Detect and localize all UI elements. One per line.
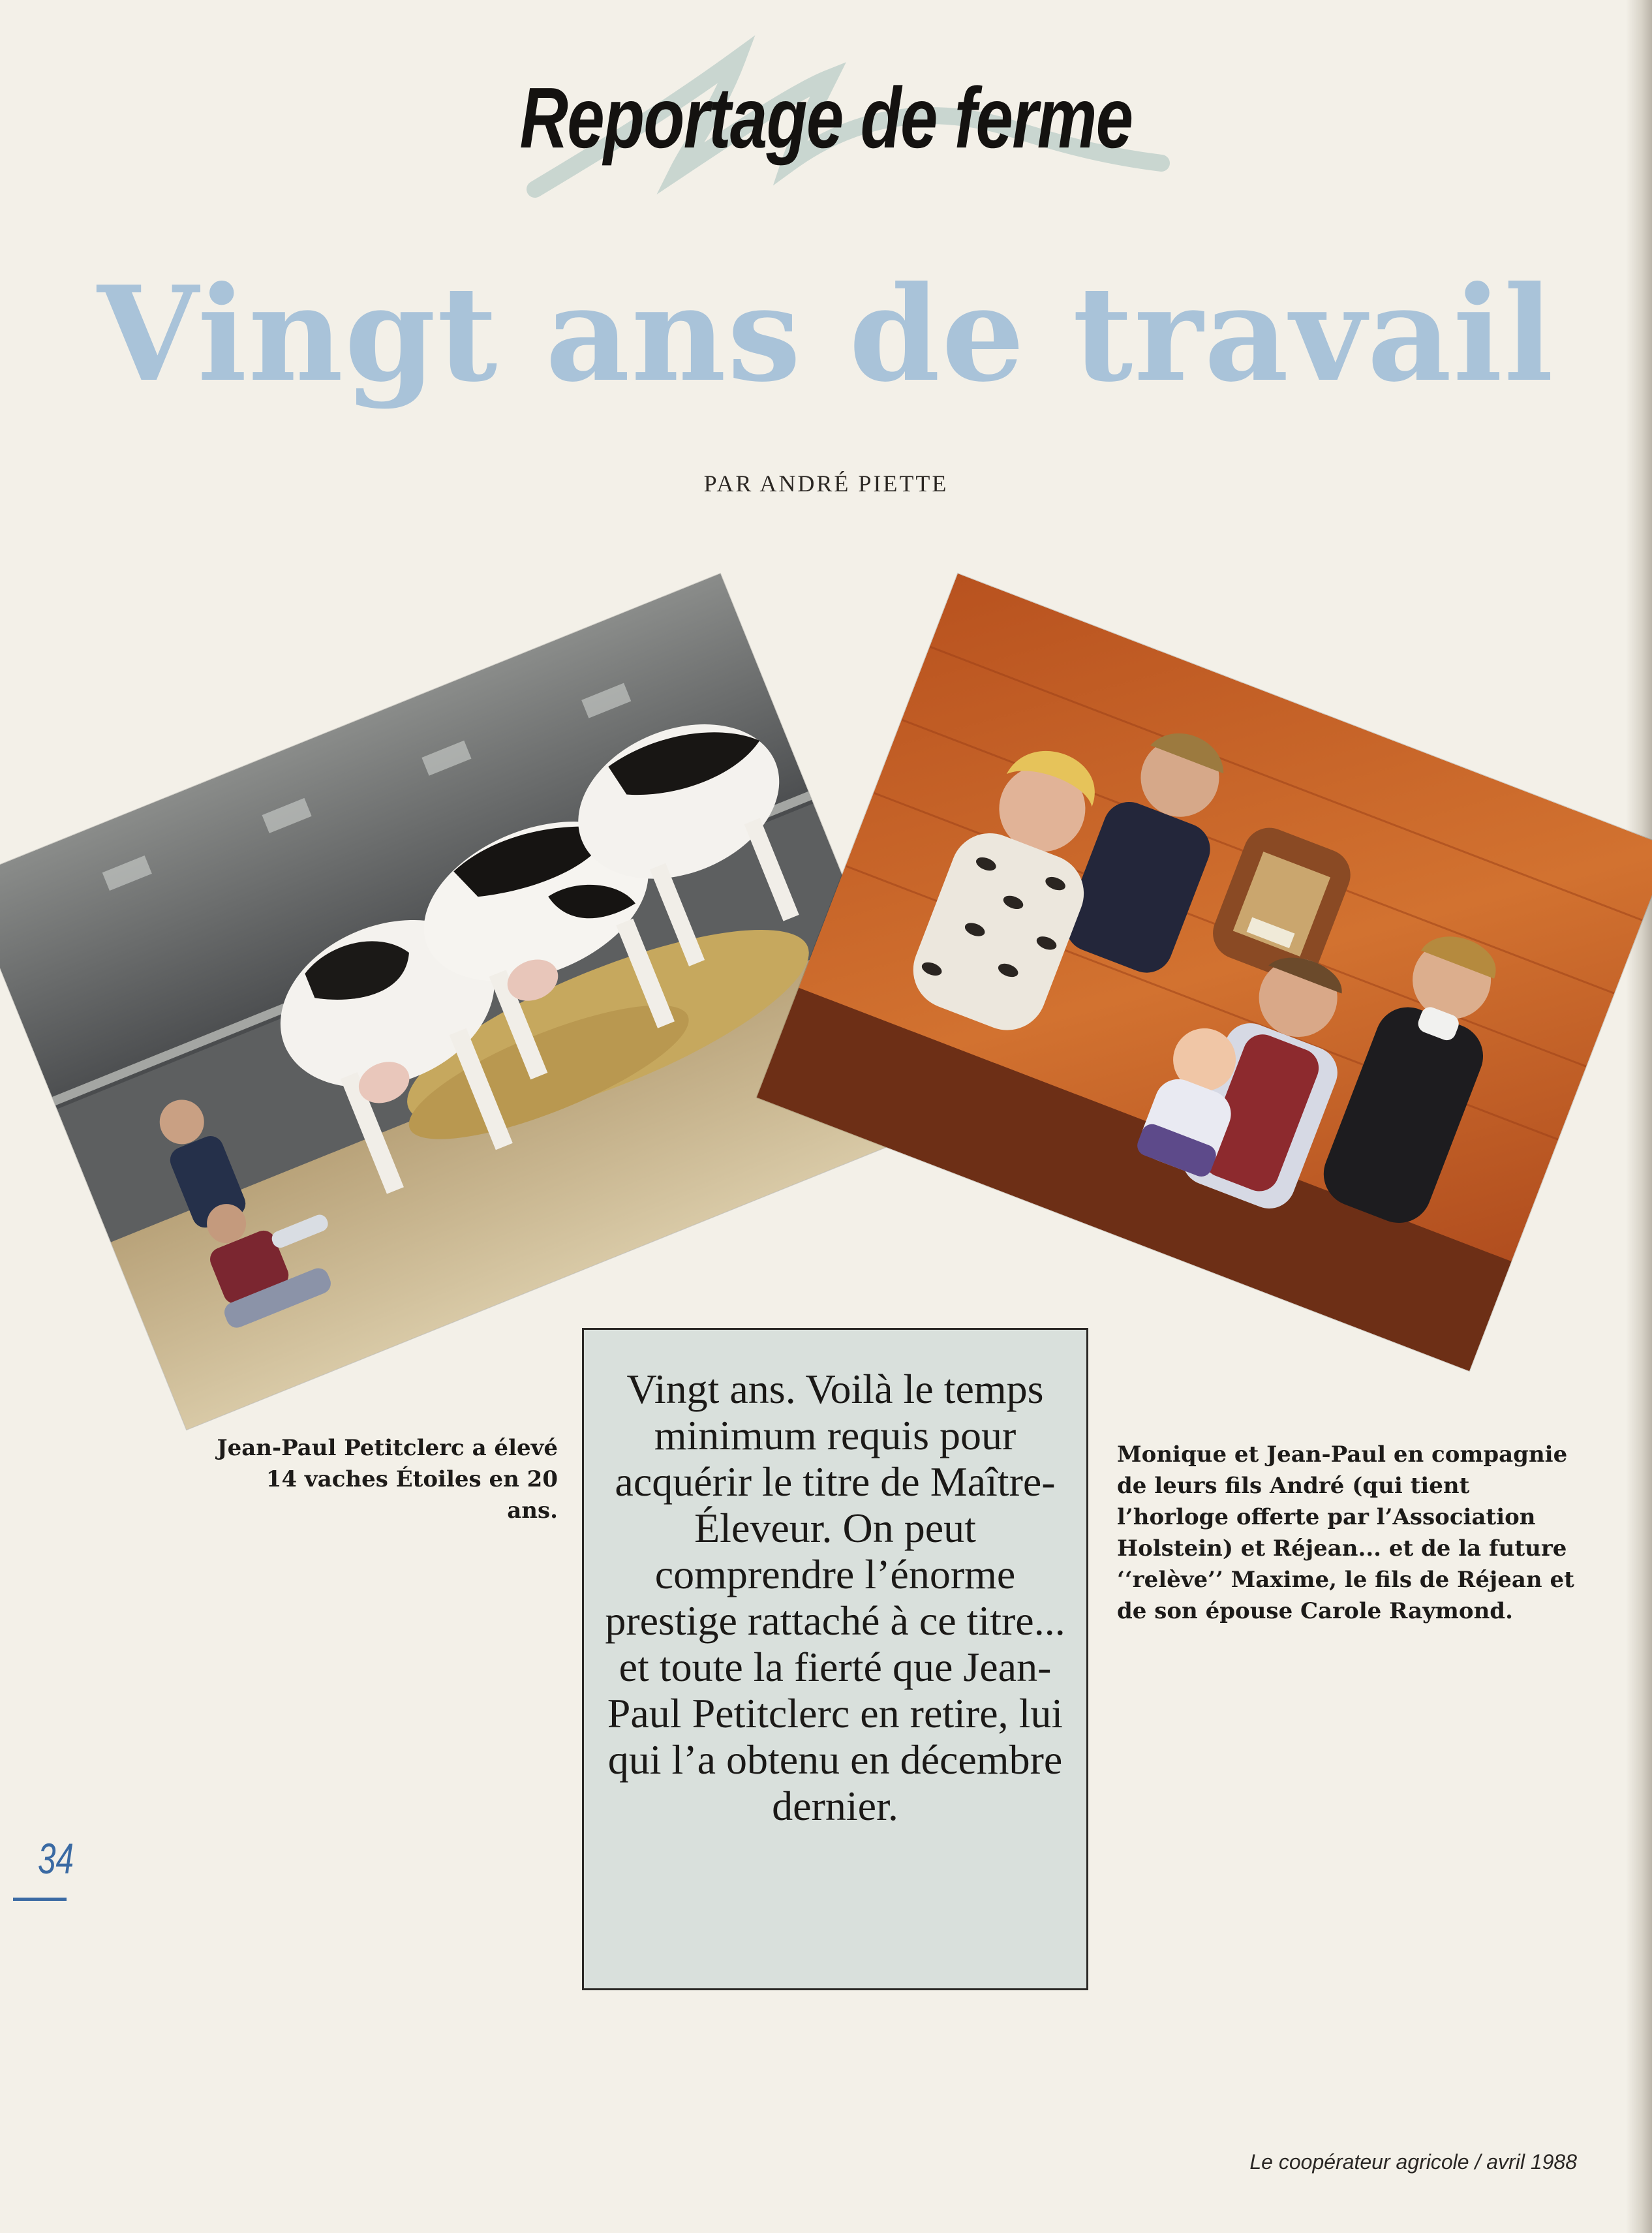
right-photo-caption: Monique et Jean-Paul en compagnie de leurs fils André (qui tient l’horloge offerte par l’Association Holstein) et Réjean... et de la future ‘‘relève’’ Maxime, le fils de Réjean et de son épouse Carole Raymond.: [1117, 1441, 1574, 1624]
page-number-rule: [13, 1898, 67, 1901]
publication-footer: Le coopérateur agricole / avril 1988: [1249, 2150, 1577, 2174]
left-photo-caption: Jean-Paul Petitclerc a élevé 14 vaches Étoiles en 20 ans.: [217, 1435, 558, 1524]
pullquote-text: Vingt ans. Voilà le temps minimum requis pour acquérir le titre de Maître-Éleveur. On peut comprendre l’énorme prestige rattaché à ce titre... et toute la fierté que Jean-Paul Petitclerc en retire, lui qui l’a obtenu en décembre dernier.: [605, 1366, 1065, 1829]
pullquote-box: [582, 1328, 1088, 1990]
byline: PAR ANDRÉ PIETTE: [703, 470, 949, 497]
section-heading: Reportage de ferme: [519, 70, 1133, 166]
article-title: Vingt ans de travail: [97, 258, 1555, 411]
page-number: 34: [38, 1834, 74, 1883]
family-photo: [757, 574, 1652, 1371]
